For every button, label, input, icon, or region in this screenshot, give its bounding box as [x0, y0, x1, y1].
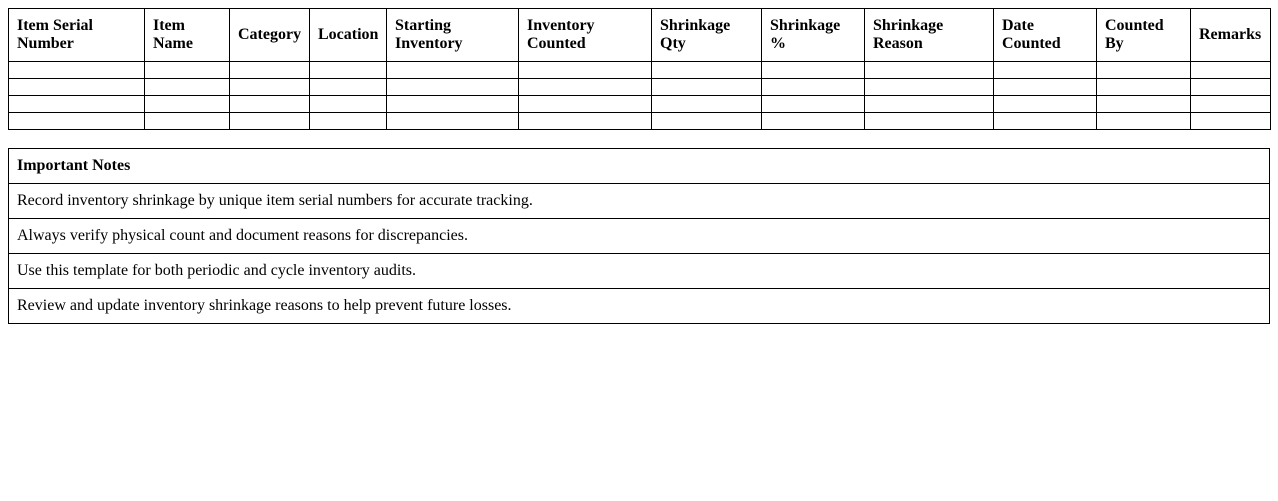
table-cell[interactable]	[1191, 113, 1271, 130]
table-cell[interactable]	[310, 113, 387, 130]
header-shrinkage-reason: Shrinkage Reason	[865, 9, 994, 62]
table-cell[interactable]	[652, 79, 762, 96]
table-row	[9, 79, 1271, 96]
note-item: Always verify physical count and document reasons for discrepancies.	[9, 219, 1270, 254]
header-date-counted: Date Counted	[994, 9, 1097, 62]
table-cell[interactable]	[762, 113, 865, 130]
table-cell[interactable]	[1097, 79, 1191, 96]
table-cell[interactable]	[230, 96, 310, 113]
table-cell[interactable]	[519, 96, 652, 113]
note-row	[9, 289, 1270, 324]
note-item: Use this template for both periodic and cycle inventory audits.	[9, 254, 1270, 289]
table-cell[interactable]	[230, 113, 310, 130]
header-counted-by: Counted By	[1097, 9, 1191, 62]
table-cell[interactable]	[387, 113, 519, 130]
table-cell[interactable]	[865, 96, 994, 113]
inventory-table-body	[9, 62, 1271, 130]
inventory-shrinkage-table	[8, 8, 1271, 130]
table-cell[interactable]	[652, 113, 762, 130]
table-cell[interactable]	[1191, 96, 1271, 113]
header-starting-inventory: Starting Inventory	[387, 9, 519, 62]
important-notes-table	[8, 148, 1270, 324]
header-category: Category	[230, 9, 310, 62]
table-cell[interactable]	[652, 96, 762, 113]
table-cell[interactable]	[145, 96, 230, 113]
table-cell[interactable]	[387, 96, 519, 113]
table-cell[interactable]	[9, 62, 145, 79]
header-shrinkage-qty: Shrinkage Qty	[652, 9, 762, 62]
table-cell[interactable]	[1097, 96, 1191, 113]
header-item-serial-number: Item Serial Number	[9, 9, 145, 62]
table-cell[interactable]	[230, 79, 310, 96]
table-cell[interactable]	[762, 62, 865, 79]
table-cell[interactable]	[1191, 79, 1271, 96]
header-inventory-counted: Inventory Counted	[519, 9, 652, 62]
table-cell[interactable]	[865, 113, 994, 130]
table-cell[interactable]	[145, 79, 230, 96]
table-row	[9, 113, 1271, 130]
note-row	[9, 184, 1270, 219]
table-cell[interactable]	[310, 62, 387, 79]
table-cell[interactable]	[865, 79, 994, 96]
header-item-name: Item Name	[145, 9, 230, 62]
header-shrinkage-percent: Shrinkage %	[762, 9, 865, 62]
header-location: Location	[310, 9, 387, 62]
table-cell[interactable]	[145, 62, 230, 79]
table-cell[interactable]	[762, 96, 865, 113]
table-cell[interactable]	[994, 96, 1097, 113]
table-cell[interactable]	[519, 113, 652, 130]
table-cell[interactable]	[230, 62, 310, 79]
table-cell[interactable]	[1097, 62, 1191, 79]
table-cell[interactable]	[9, 96, 145, 113]
table-cell[interactable]	[310, 96, 387, 113]
table-cell[interactable]	[9, 113, 145, 130]
table-cell[interactable]	[387, 79, 519, 96]
table-cell[interactable]	[762, 79, 865, 96]
note-row	[9, 254, 1270, 289]
table-cell[interactable]	[994, 79, 1097, 96]
table-cell[interactable]	[387, 62, 519, 79]
notes-header-row	[9, 149, 1270, 184]
table-cell[interactable]	[310, 79, 387, 96]
table-cell[interactable]	[1097, 113, 1191, 130]
table-cell[interactable]	[994, 62, 1097, 79]
document-sheet	[8, 8, 1270, 324]
note-item: Record inventory shrinkage by unique item serial numbers for accurate tracking.	[9, 184, 1270, 219]
note-item: Review and update inventory shrinkage reasons to help prevent future losses.	[9, 289, 1270, 324]
table-cell[interactable]	[652, 62, 762, 79]
table-row	[9, 96, 1271, 113]
table-cell[interactable]	[1191, 62, 1271, 79]
notes-title: Important Notes	[9, 149, 1270, 184]
note-row	[9, 219, 1270, 254]
table-header-row	[9, 9, 1271, 62]
table-cell[interactable]	[145, 113, 230, 130]
table-cell[interactable]	[994, 113, 1097, 130]
header-remarks: Remarks	[1191, 9, 1271, 62]
table-cell[interactable]	[865, 62, 994, 79]
table-cell[interactable]	[9, 79, 145, 96]
table-row	[9, 62, 1271, 79]
table-cell[interactable]	[519, 79, 652, 96]
table-cell[interactable]	[519, 62, 652, 79]
